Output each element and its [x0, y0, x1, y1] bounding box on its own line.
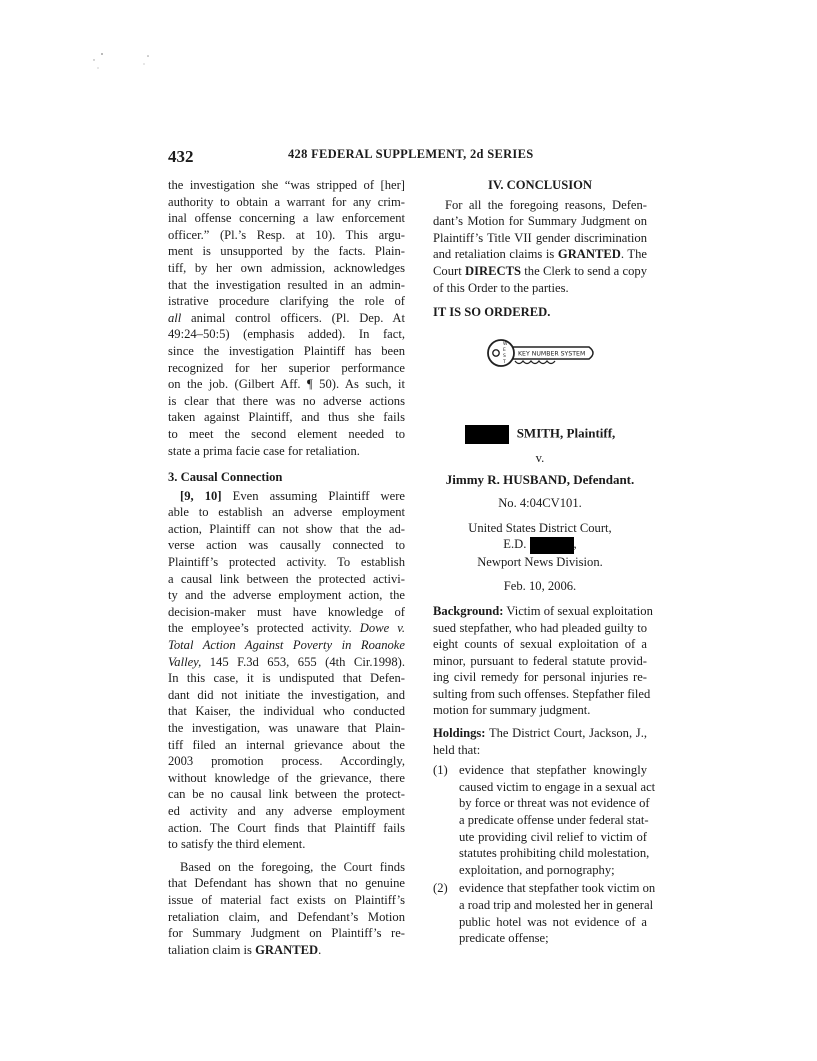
- text-line: ment is unsupported by the facts. Plain-: [168, 244, 405, 259]
- text-line: without knowledge of the grievance, there: [168, 770, 405, 785]
- text-line: tiff filed an internal grievance about the: [168, 737, 405, 752]
- text-line: ute providing civil relief to victim of: [459, 829, 647, 844]
- running-title: 428 FEDERAL SUPPLEMENT, 2d SERIES: [288, 147, 534, 161]
- text-line: ing civil remedy for personal injuries re-: [433, 670, 647, 685]
- section-heading-causal-connection: 3. Causal Connection: [168, 470, 283, 485]
- text-line: statutes prohibiting child molestation,: [459, 846, 650, 861]
- holdings-label: Holdings:: [433, 726, 486, 741]
- granted-text: GRANTED: [255, 942, 319, 957]
- text-line: action, Plaintiff can not show that the ad-: [168, 521, 405, 536]
- text-line: is clear that there was no adverse actions: [168, 393, 405, 408]
- text-line: dant’s Motion for Summary Judgment on: [433, 214, 647, 229]
- text-line: a causal link between the protected activi-: [168, 571, 405, 586]
- text-line: istrative procedure clarifying the role of: [168, 294, 405, 309]
- text-line: evidence that stepfather took victim on: [459, 881, 656, 896]
- text-line: Plaintiff’s protected activity. To establish: [168, 555, 405, 570]
- text-line: action. The Court finds that Plaintiff fails: [168, 820, 405, 835]
- emphasis-word: all: [168, 310, 182, 325]
- holding-1: [433, 762, 656, 878]
- text-line: by force or threat was not evidence of: [459, 796, 650, 811]
- text-line: For all the foregoing reasons, Defen-: [445, 197, 647, 212]
- left-column: [168, 177, 405, 958]
- holding-number: (2): [433, 881, 448, 896]
- text-line: Plaintiff’s Title VII gender discrimination: [433, 230, 647, 245]
- text-line: caused victim to engage in a sexual act: [459, 779, 656, 794]
- text-line: retaliation claim, and Defendant’s Motion: [168, 909, 405, 924]
- docket-number: No. 4:04CV101.: [498, 495, 582, 510]
- plaintiff-line: SMITH, Plaintiff,: [433, 425, 647, 444]
- text-line: state a prima facie case for retaliation.: [168, 443, 360, 458]
- text-line: a road trip and molested her in general: [459, 898, 654, 913]
- case-name-line: Total Action Against Poverty in Roanoke: [168, 638, 405, 653]
- text-line-with-emphasis: all animal control officers. (Pl. Dep. At: [168, 310, 405, 325]
- svg-text:W: W: [503, 341, 508, 347]
- svg-text:S: S: [503, 353, 506, 359]
- headnote-marker: [9, 10]: [180, 488, 222, 503]
- text-line: [9, 10] Even assuming Plaintiff were: [180, 488, 405, 503]
- citation-line: Valley, 145 F.3d 653, 655 (4th Cir.1998).: [168, 654, 405, 669]
- background-line: Background: Victim of sexual exploitation: [433, 603, 653, 618]
- text-line: verse action was causally connected to: [168, 538, 405, 553]
- court-district: E.D. ,: [433, 536, 647, 554]
- court-name: United States District Court,: [468, 520, 612, 535]
- text-line: of this Order to the parties.: [433, 280, 569, 295]
- text-line: taken against Plaintiff, and thus she fails: [168, 410, 405, 425]
- text-line: and retaliation claims is GRANTED. The: [433, 247, 647, 262]
- text-line: that Kaiser, the individual who conducted: [168, 704, 405, 719]
- holding-2: [433, 880, 656, 946]
- text-line: the investigation she “was stripped of [her]: [168, 178, 405, 192]
- text-line: ty and the adverse employment action, the: [168, 588, 405, 603]
- text-line: since the investigation Plaintiff has been: [168, 343, 405, 358]
- citation: 145 F.3d 653, 655 (4th Cir.1998).: [209, 654, 405, 669]
- text-line: recognized for her superior performance: [168, 360, 405, 375]
- text-line: decision-maker must have knowledge of: [168, 604, 405, 619]
- court-division: Newport News Division.: [477, 554, 603, 569]
- holdings-line: Holdings: The District Court, Jackson, J.,: [433, 726, 647, 741]
- text-line: sued stepfather, who had pleaded guilty to: [433, 620, 647, 635]
- text-line: can be no causal link between the protect-: [168, 787, 405, 802]
- text-line: public hotel was not evidence of a: [459, 914, 647, 929]
- text-line: for Summary Judgment on Plaintiff’s re-: [168, 926, 405, 941]
- text-line: exploitation, and pornography;: [459, 862, 615, 877]
- text-line: issue of material fact exists on Plaintiff’s: [168, 892, 405, 907]
- key-number-label: KEY NUMBER SYSTEM: [518, 350, 586, 358]
- text-line: Court DIRECTS the Clerk to send a copy: [433, 263, 648, 278]
- case-name: Dowe v.: [359, 621, 406, 636]
- text-line: In this case, it is undisputed that Defen-: [168, 671, 405, 686]
- key-number-system-logo: [485, 333, 605, 373]
- text-line: minor, pursuant to federal statute provid-: [433, 653, 647, 668]
- text-line: to meet the second element needed to: [168, 426, 405, 441]
- scan-specks: [92, 50, 162, 80]
- text-line: 2003 promotion process. Accordingly,: [168, 754, 405, 769]
- text-line: that the investigation resulted in an admin-: [168, 277, 405, 292]
- text-line: ed activity and any adverse employment: [168, 803, 405, 818]
- page-number: 432: [168, 147, 194, 166]
- text-line: the investigation, was unaware that Plain-: [168, 721, 405, 735]
- text-line: Based on the foregoing, the Court finds: [180, 859, 405, 874]
- text-line: predicate offense;: [459, 931, 549, 946]
- text-line: authority to obtain a warrant for any crim-: [168, 194, 405, 209]
- directs-text: DIRECTS: [464, 263, 521, 278]
- granted-text: GRANTED: [557, 247, 621, 262]
- text-line: motion for summary judgment.: [433, 703, 591, 718]
- text-line: held that:: [433, 742, 481, 757]
- text-line: 49:24–50:5) (emphasis added). In fact,: [168, 327, 405, 342]
- text-line: dant did not initiate the investigation, and: [168, 687, 405, 702]
- text-line: sulting from such offenses. Stepfather filed: [433, 686, 651, 701]
- text-line: on the job. (Gilbert Aff. ¶ 50). As such, it: [168, 377, 405, 392]
- redaction-box: [465, 425, 509, 444]
- text-line: evidence that stepfather knowingly: [459, 763, 647, 778]
- text-line: that Defendant has shown that no genuine: [168, 876, 405, 891]
- defendant-line: Jimmy R. HUSBAND, Defendant.: [445, 472, 635, 488]
- text-line: inal offense concerning a law enforcement: [168, 211, 405, 226]
- text-line: a predicate offense under federal stat-: [459, 813, 649, 828]
- text-line: tiff, by her own admission, acknowledges: [168, 260, 405, 275]
- so-ordered: IT IS SO ORDERED.: [433, 305, 551, 320]
- background-label: Background:: [433, 603, 504, 618]
- holding-number: (1): [433, 763, 448, 778]
- text-line: to satisfy the third element.: [168, 837, 306, 852]
- versus: v.: [535, 450, 545, 465]
- svg-text:T: T: [503, 359, 506, 365]
- text-line: officer.” (Pl.’s Resp. at 10). This argu-: [168, 227, 405, 242]
- text-line: the employee’s protected activity. Dowe v.: [168, 621, 406, 636]
- redaction-box: [530, 537, 574, 554]
- right-column: [433, 177, 656, 947]
- decision-date: Feb. 10, 2006.: [503, 579, 577, 594]
- section-heading-conclusion: IV. CONCLUSION: [487, 178, 593, 192]
- text-line: taliation claim is GRANTED.: [168, 942, 322, 957]
- text-line: able to establish an adverse employment: [168, 505, 405, 520]
- svg-text:E: E: [503, 347, 506, 353]
- text-line: eight counts of sexual exploitation of a: [433, 637, 647, 652]
